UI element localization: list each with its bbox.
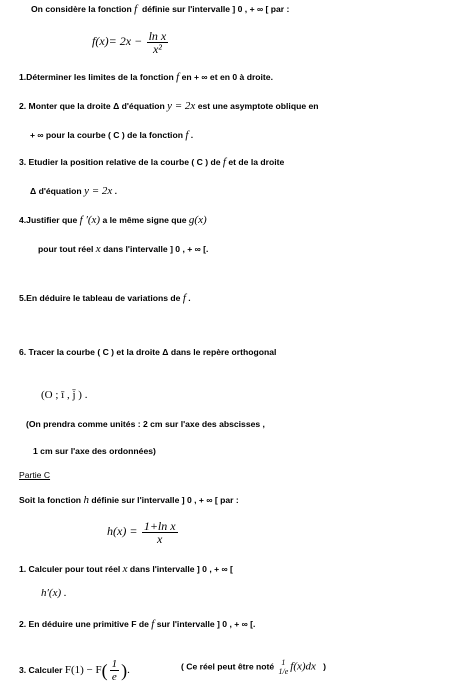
question-5 — [19, 292, 191, 304]
expression-fraction — [110, 658, 120, 683]
question-3-line-1 — [19, 156, 284, 168]
question-text: 4.Justifier que — [19, 215, 78, 225]
question-4-line-1 — [19, 214, 207, 226]
question-text: 3. Etudier la position relative de la courbe ( C ) de — [19, 157, 221, 167]
function-symbol: f — [185, 129, 189, 141]
integrand: f(x)dx — [290, 660, 316, 673]
note-text: 1 cm sur l'axe des ordonnées) — [33, 446, 156, 456]
integral-lower-bound: 1/e — [278, 667, 289, 676]
note-text: ( Ce réel peut être noté — [181, 661, 275, 672]
question-4-line-2 — [38, 243, 208, 255]
fraction-denominator: x² — [152, 42, 162, 56]
partC-intro — [19, 494, 239, 506]
right-paren: ) — [121, 660, 128, 681]
section-title — [19, 469, 50, 481]
function-symbol: f — [151, 618, 155, 630]
repere — [41, 389, 87, 401]
units-note-1 — [26, 418, 265, 430]
formula-fraction — [147, 30, 169, 55]
variable-x: x — [122, 563, 128, 575]
fraction-denominator: e — [111, 671, 117, 683]
equation: y = 2x — [84, 185, 113, 197]
formula-f — [92, 30, 170, 55]
question-text: dans l'intervalle ] 0 , + ∞ [. — [103, 244, 209, 254]
function-symbol: f — [222, 156, 226, 168]
question-text: 2. Monter que la droite Δ d'équation — [19, 101, 165, 111]
function-g: g(x) — [188, 214, 207, 226]
units-note-2 — [33, 445, 156, 457]
expression: F(1) − F — [64, 663, 102, 676]
fraction-denominator: x — [157, 532, 163, 546]
left-paren: ( — [101, 660, 108, 681]
derivative: h′(x) . — [41, 587, 67, 599]
question-text: + ∞ pour la courbe ( C ) de la fonction — [30, 130, 183, 140]
interval: ] 0 , + ∞ [ — [232, 4, 269, 14]
question-text: . — [190, 130, 194, 140]
intro-line — [31, 3, 289, 15]
question-text: 5.En déduire le tableau de variations de — [19, 293, 181, 303]
intro-text: On considère la fonction — [31, 4, 132, 14]
question-text: pour tout réel — [38, 244, 94, 254]
question-3-line-2 — [30, 185, 117, 197]
partC-hprime — [41, 587, 67, 599]
function-symbol: f — [176, 71, 180, 83]
variable-x: x — [95, 243, 101, 255]
question-text: 1. Calculer pour tout réel — [19, 564, 121, 574]
question-text: 1.Déterminer les limites de la fonction — [19, 72, 174, 82]
fraction-numerator: ln x — [148, 29, 167, 43]
intro-text: Soit la fonction — [19, 495, 82, 505]
question-text: dans l'intervalle ] 0 , + ∞ [ — [129, 564, 233, 574]
partC-question-1 — [19, 563, 233, 575]
repere-notation: (O ; ī , j̄ ) . — [41, 389, 88, 401]
question-text: 6. Tracer la courbe ( C ) et la droite Δ dans le repère orthogonal — [19, 347, 277, 357]
question-text: sur l'intervalle ] 0 , + ∞ [. — [156, 619, 256, 629]
question-1 — [19, 71, 273, 83]
derivative: f ′(x) — [79, 214, 101, 226]
partC-question-3-note — [181, 658, 326, 676]
note-text: ) — [323, 661, 326, 672]
question-text: Δ d'équation — [30, 186, 82, 196]
function-symbol: f — [182, 292, 186, 304]
note-text: (On prendra comme unités : 2 cm sur l'axe des abscisses , — [26, 419, 265, 429]
expression-end: . — [127, 663, 130, 676]
question-text: . — [188, 293, 191, 303]
formula-lhs: f(x)= 2x − — [92, 33, 143, 48]
question-2-line-2 — [30, 129, 193, 141]
intro-text: définie sur l'intervalle ] 0 , + ∞ [ par : — [91, 495, 239, 505]
function-symbol: f — [134, 3, 138, 15]
question-text: a le même signe que — [102, 215, 187, 225]
function-h: h — [83, 494, 89, 506]
partC-question-2 — [19, 618, 255, 630]
integral-upper-bound: 1 — [281, 658, 286, 667]
formula-lhs: h(x) = — [107, 523, 138, 538]
fraction-numerator: 1+ln x — [143, 519, 176, 533]
partC-question-3 — [19, 658, 130, 683]
formula-fraction — [142, 520, 178, 545]
integral-bounds — [279, 658, 289, 676]
intro-text-2: définie sur l'intervalle — [141, 4, 230, 14]
intro-text-3: par : — [270, 4, 290, 14]
question-text: en + ∞ et en 0 à droite. — [181, 72, 273, 82]
question-6 — [19, 346, 276, 358]
question-text: et de la droite — [228, 157, 285, 167]
question-text: 3. Calculer — [19, 664, 63, 675]
question-text: 2. En déduire une primitive F de — [19, 619, 149, 629]
section-title-text: Partie C — [19, 470, 51, 480]
question-text: est une asymptote oblique en — [197, 101, 319, 111]
fraction-numerator: 1 — [111, 658, 118, 670]
equation: y = 2x — [167, 100, 196, 112]
question-2-line-1 — [19, 100, 319, 112]
question-text: . — [114, 186, 118, 196]
formula-h — [107, 520, 180, 545]
